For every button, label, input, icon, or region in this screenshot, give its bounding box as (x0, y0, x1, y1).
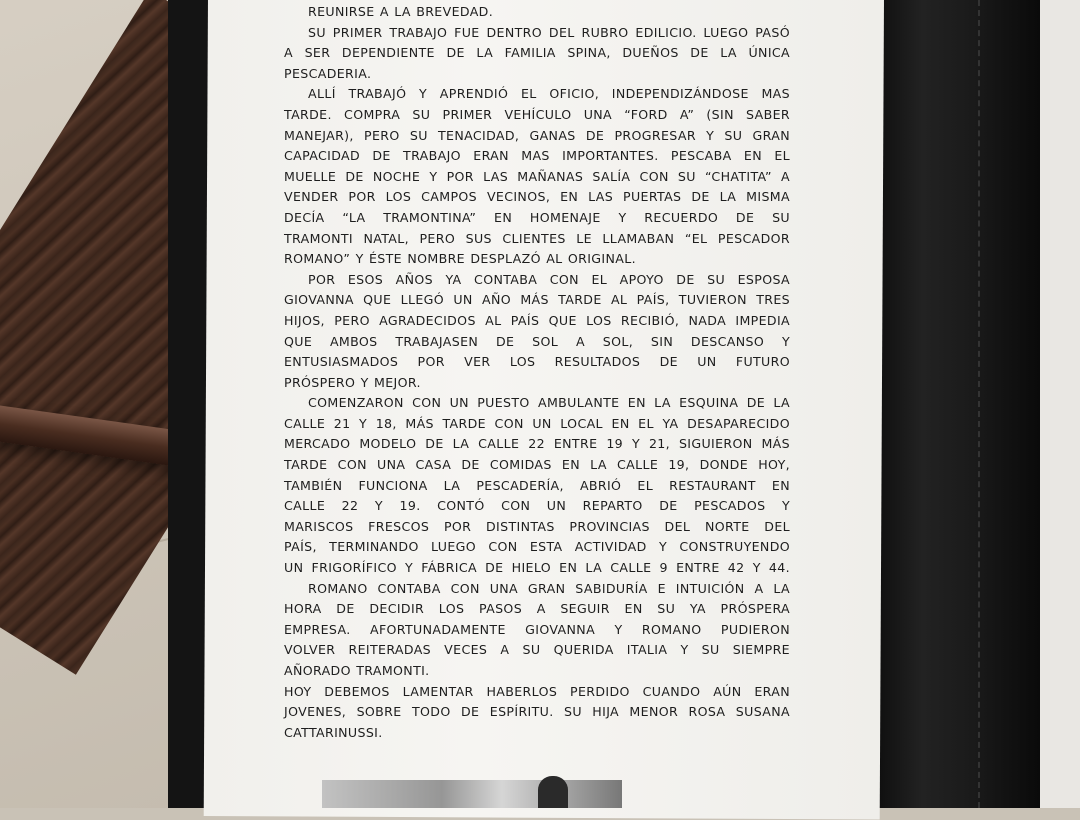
text-line: SU PRIMER TRABAJO FUE DENTRO DEL RUBRO EDILICIO. LUEGO PASÓ (308, 24, 790, 40)
white-surface (1040, 0, 1080, 808)
text-line: CAPACIDAD DE TRABAJO ERAN MAS IMPORTANTES. PESCABA EN EL (284, 148, 790, 164)
text-line: MANEJAR), PERO SU TENACIDAD, GANAS DE PROGRESAR Y SU GRAN (284, 127, 790, 143)
text-line: TARDE. COMPRA SU PRIMER VEHÍCULO UNA “FORD A” (SIN SABER (284, 106, 790, 122)
text-line: CATTARINUSSI. (284, 724, 383, 740)
text-line: PESCADERIA. (284, 65, 372, 81)
text-line: VOLVER REITERADAS VECES A SU QUERIDA ITALIA Y SU SIEMPRE (284, 642, 790, 658)
history-text (284, 2, 790, 743)
text-line: COMENZARON CON UN PUESTO AMBULANTE EN LA ESQUINA DE LA (308, 395, 790, 411)
text-line: POR ESOS AÑOS YA CONTABA CON EL APOYO DE SU ESPOSA (308, 271, 790, 287)
text-line: DECÍA “LA TRAMONTINA” EN HOMENAJE Y RECUERDO DE SU (284, 209, 790, 225)
text-line: HOY DEBEMOS LAMENTAR HABERLOS PERDIDO CUANDO AÚN ERAN (284, 683, 790, 699)
printed-photo (322, 780, 622, 808)
text-line: PAÍS, TERMINANDO LUEGO CON ESTA ACTIVIDAD Y CONSTRUYENDO (284, 539, 790, 555)
text-line: ROMANO CONTABA CON UNA GRAN SABIDURÍA E INTUICIÓN A LA (308, 580, 790, 596)
text-line: ENTUSIASMADOS POR VER LOS RESULTADOS DE UN FUTURO (284, 354, 790, 370)
text-line: HORA DE DECIDIR LOS PASOS A SEGUIR EN SU YA PRÓSPERA (284, 601, 790, 617)
text-line: TRAMONTI NATAL, PERO SUS CLIENTES LE LLAMABAN “EL PESCADOR (284, 230, 790, 246)
text-line: ALLÍ TRABAJÓ Y APRENDIÓ EL OFICIO, INDEPENDIZÁNDOSE MAS (308, 86, 790, 102)
text-line: JOVENES, SOBRE TODO DE ESPÍRITU. SU HIJA MENOR ROSA SUSANA (284, 704, 790, 720)
text-line: MERCADO MODELO DE LA CALLE 22 ENTRE 19 Y 21, SIGUIERON MÁS (284, 436, 790, 452)
text-line: VENDER POR LOS CAMPOS VECINOS, EN LAS PUERTAS DE LA MISMA (284, 189, 790, 205)
text-line: MARISCOS FRESCOS POR DISTINTAS PROVINCIAS DEL NORTE DEL (284, 518, 790, 534)
text-line: CALLE 21 Y 18, MÁS TARDE CON UN LOCAL EN EL YA DESAPARECIDO (284, 415, 790, 431)
text-line: UN FRIGORÍFICO Y FÁBRICA DE HIELO EN LA CALLE 9 ENTRE 42 Y 44. (284, 560, 790, 576)
text-line: CALLE 22 Y 19. CONTÓ CON UN REPARTO DE PESCADOS Y (284, 498, 790, 514)
text-line: TARDE CON UNA CASA DE COMIDAS EN LA CALLE 19, DONDE HOY, (284, 457, 790, 473)
printed-photo-person (538, 776, 568, 808)
text-line: QUE AMBOS TRABAJASEN DE SOL A SOL, SIN DESCANSO Y (284, 333, 790, 349)
text-line: MUELLE DE NOCHE Y POR LAS MAÑANAS SALÍA CON SU “CHATITA” A (284, 168, 790, 184)
leather-menu-spine (872, 0, 1040, 808)
text-line: AÑORADO TRAMONTI. (284, 663, 430, 678)
text-line: A SER DEPENDIENTE DE LA FAMILIA SPINA, DUEÑOS DE LA ÚNICA (284, 45, 790, 61)
text-line: EMPRESA. AFORTUNADAMENTE GIOVANNA Y ROMANO PUDIERON (284, 621, 790, 637)
text-line: REUNIRSE A LA BREVEDAD. (308, 4, 494, 19)
text-line: PRÓSPERO Y MEJOR. (284, 374, 421, 390)
leather-stitching (978, 0, 980, 808)
text-line: TAMBIÉN FUNCIONA LA PESCADERÍA, ABRIÓ EL RESTAURANT EN (284, 477, 790, 493)
text-line: GIOVANNA QUE LLEGÓ UN AÑO MÁS TARDE AL PAÍS, TUVIERON TRES (284, 292, 790, 308)
text-line: ROMANO” Y ÉSTE NOMBRE DESPLAZÓ AL ORIGINAL. (284, 251, 636, 267)
text-line: HIJOS, PERO AGRADECIDOS AL PAÍS QUE LOS RECIBIÓ, NADA IMPEDIA (284, 312, 790, 328)
